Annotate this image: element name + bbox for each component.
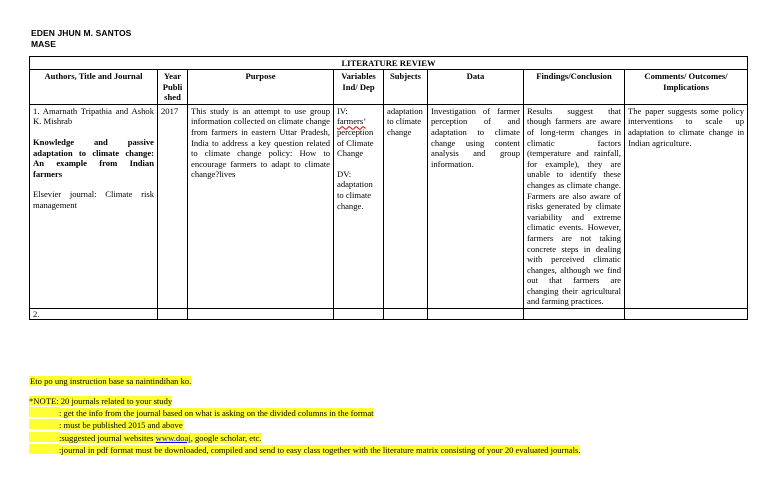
authors-text: 1. Amarnath Tripathia and Ashok K. Mishrab <box>33 105 154 127</box>
iv-word: farmers’ <box>337 116 366 127</box>
column-header: Findings/Conclusion <box>524 70 625 105</box>
year-cell: 2017 <box>158 104 188 308</box>
year-cell <box>158 309 188 320</box>
column-header: Purpose <box>188 70 334 105</box>
findings-cell <box>524 309 625 320</box>
article-title: Knowledge and passive adaptation to climate change: An example from Indian farmers <box>33 136 154 179</box>
table-row <box>30 309 748 320</box>
independent-variable <box>337 106 380 159</box>
iv-rest: perception of Climate Change <box>337 126 374 159</box>
column-header: Variables Ind/ Dep <box>334 70 384 105</box>
note-line: : get the info from the journal based on what is asking on the divided columns in the format <box>59 408 374 419</box>
data-cell <box>428 309 524 320</box>
note-line: : must be published 2015 and above <box>59 420 183 431</box>
subjects-cell: adaptation to climate change <box>384 104 428 308</box>
table-title: LITERATURE REVIEW <box>30 57 748 70</box>
note-line: :journal in pdf format must be downloaded, compiled and send to easy class together with the literature matrix consisting of your 20 evaluated journals. <box>59 444 581 455</box>
authors-cell <box>30 104 158 308</box>
variables-cell <box>334 309 384 320</box>
journal-name: Elsevier journal: Climate risk management <box>33 189 154 210</box>
column-header: Year Publi shed <box>158 70 188 105</box>
table-row <box>30 104 748 308</box>
subjects-cell <box>384 309 428 320</box>
findings-cell: Results suggest that though farmers are aware of long-term changes in climatic factors (temperature and rainfall, for example), they are unable to identify these changes as climate change. Farmers are also aware of risks generated by climate variability and extreme climatic events. However, farmers are not taking concrete steps in dealing with perceived climatic changes, although we find out that farmers are changing their agricultural and farming practices. <box>524 104 625 308</box>
author-block <box>31 28 131 50</box>
column-header: Comments/ Outcomes/ Implications <box>625 70 748 105</box>
program-name: MASE <box>31 39 56 49</box>
variables-cell <box>334 104 384 308</box>
comments-cell: The paper suggests some policy interventions to scale up adaptation to climate change in Indian agriculture. <box>625 104 748 308</box>
comments-cell <box>625 309 748 320</box>
table-header-row <box>30 70 748 105</box>
column-header: Data <box>428 70 524 105</box>
column-header: Subjects <box>384 70 428 105</box>
doaj-link[interactable]: www.doaj <box>155 432 191 443</box>
notes-block <box>29 395 580 456</box>
literature-matrix-table <box>29 56 748 320</box>
note-line: :suggested journal websites www.doaj, google scholar, etc. <box>59 432 262 443</box>
authors-cell: 2. <box>30 309 158 320</box>
column-header: Authors, Title and Journal <box>30 70 158 105</box>
instruction-note: Eto po ung instruction base sa naintindihan ko. <box>30 376 192 386</box>
dependent-variable: DV: adaptation to climate change. <box>337 168 373 211</box>
note-heading: *NOTE: 20 journals related to your study <box>29 396 173 406</box>
data-cell: Investigation of farmer perception of and adaptation to climate change using content analysis and group information. <box>428 104 524 308</box>
purpose-cell: This study is an attempt to use group information collected on climate change from farmers in eastern Uttar Pradesh, India to address a key question related to climate change policy: How to encourage farmers to adapt to climate change?lives <box>188 104 334 308</box>
author-name: EDEN JHUN M. SANTOS <box>31 28 132 38</box>
purpose-cell <box>188 309 334 320</box>
iv-prefix: IV: <box>337 105 348 116</box>
